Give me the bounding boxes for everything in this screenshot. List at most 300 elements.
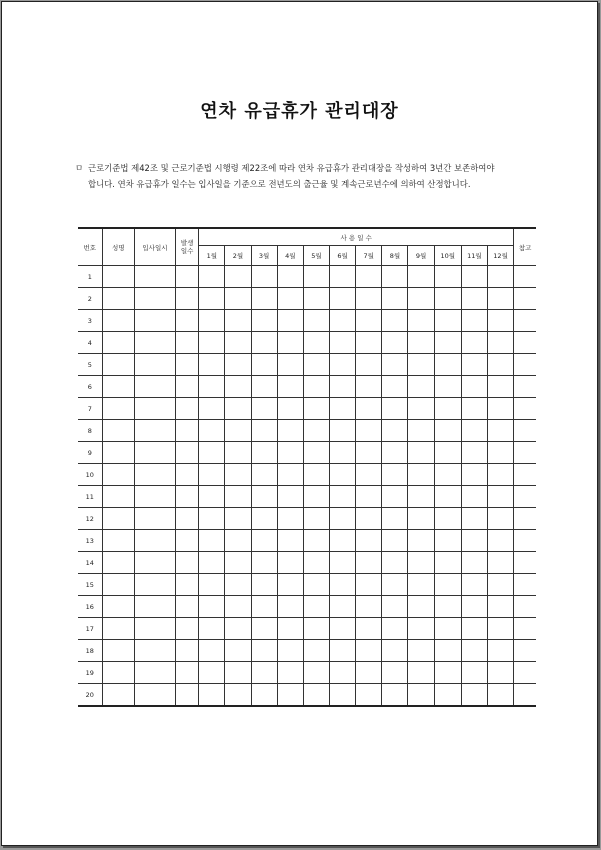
- leave-days-cell[interactable]: [176, 530, 199, 552]
- hire-date-cell[interactable]: [134, 266, 175, 288]
- month-usage-cell[interactable]: [461, 288, 487, 310]
- month-usage-cell[interactable]: [330, 420, 356, 442]
- remarks-cell[interactable]: [514, 464, 536, 486]
- hire-date-cell[interactable]: [134, 464, 175, 486]
- month-usage-cell[interactable]: [356, 398, 382, 420]
- month-usage-cell[interactable]: [382, 464, 408, 486]
- name-cell[interactable]: [102, 288, 134, 310]
- name-cell[interactable]: [102, 508, 134, 530]
- month-usage-cell[interactable]: [382, 574, 408, 596]
- month-usage-cell[interactable]: [434, 552, 461, 574]
- month-usage-cell[interactable]: [330, 662, 356, 684]
- leave-days-cell[interactable]: [176, 618, 199, 640]
- month-usage-cell[interactable]: [199, 486, 225, 508]
- month-usage-cell[interactable]: [225, 398, 251, 420]
- name-cell[interactable]: [102, 486, 134, 508]
- name-cell[interactable]: [102, 464, 134, 486]
- month-usage-cell[interactable]: [199, 662, 225, 684]
- remarks-cell[interactable]: [514, 552, 536, 574]
- hire-date-cell[interactable]: [134, 332, 175, 354]
- remarks-cell[interactable]: [514, 442, 536, 464]
- month-usage-cell[interactable]: [408, 618, 434, 640]
- month-usage-cell[interactable]: [303, 640, 329, 662]
- month-usage-cell[interactable]: [461, 398, 487, 420]
- remarks-cell[interactable]: [514, 420, 536, 442]
- month-usage-cell[interactable]: [382, 508, 408, 530]
- month-usage-cell[interactable]: [330, 640, 356, 662]
- month-usage-cell[interactable]: [487, 354, 513, 376]
- month-usage-cell[interactable]: [225, 684, 251, 707]
- leave-days-cell[interactable]: [176, 596, 199, 618]
- month-usage-cell[interactable]: [251, 552, 277, 574]
- month-usage-cell[interactable]: [382, 442, 408, 464]
- month-usage-cell[interactable]: [487, 530, 513, 552]
- month-usage-cell[interactable]: [199, 310, 225, 332]
- month-usage-cell[interactable]: [461, 332, 487, 354]
- month-usage-cell[interactable]: [277, 332, 303, 354]
- name-cell[interactable]: [102, 574, 134, 596]
- month-usage-cell[interactable]: [356, 310, 382, 332]
- month-usage-cell[interactable]: [356, 442, 382, 464]
- month-usage-cell[interactable]: [225, 552, 251, 574]
- month-usage-cell[interactable]: [277, 486, 303, 508]
- month-usage-cell[interactable]: [277, 398, 303, 420]
- month-usage-cell[interactable]: [382, 398, 408, 420]
- month-usage-cell[interactable]: [251, 398, 277, 420]
- month-usage-cell[interactable]: [251, 310, 277, 332]
- leave-days-cell[interactable]: [176, 662, 199, 684]
- month-usage-cell[interactable]: [225, 662, 251, 684]
- month-usage-cell[interactable]: [434, 574, 461, 596]
- month-usage-cell[interactable]: [356, 662, 382, 684]
- month-usage-cell[interactable]: [225, 442, 251, 464]
- month-usage-cell[interactable]: [356, 596, 382, 618]
- month-usage-cell[interactable]: [434, 596, 461, 618]
- month-usage-cell[interactable]: [461, 464, 487, 486]
- month-usage-cell[interactable]: [303, 376, 329, 398]
- month-usage-cell[interactable]: [277, 310, 303, 332]
- month-usage-cell[interactable]: [330, 266, 356, 288]
- month-usage-cell[interactable]: [225, 354, 251, 376]
- month-usage-cell[interactable]: [408, 332, 434, 354]
- remarks-cell[interactable]: [514, 310, 536, 332]
- month-usage-cell[interactable]: [408, 508, 434, 530]
- month-usage-cell[interactable]: [382, 288, 408, 310]
- month-usage-cell[interactable]: [199, 266, 225, 288]
- month-usage-cell[interactable]: [434, 486, 461, 508]
- remarks-cell[interactable]: [514, 398, 536, 420]
- month-usage-cell[interactable]: [408, 420, 434, 442]
- remarks-cell[interactable]: [514, 662, 536, 684]
- month-usage-cell[interactable]: [461, 376, 487, 398]
- month-usage-cell[interactable]: [303, 398, 329, 420]
- month-usage-cell[interactable]: [251, 618, 277, 640]
- remarks-cell[interactable]: [514, 486, 536, 508]
- month-usage-cell[interactable]: [251, 640, 277, 662]
- hire-date-cell[interactable]: [134, 596, 175, 618]
- name-cell[interactable]: [102, 596, 134, 618]
- hire-date-cell[interactable]: [134, 530, 175, 552]
- remarks-cell[interactable]: [514, 332, 536, 354]
- remarks-cell[interactable]: [514, 684, 536, 707]
- month-usage-cell[interactable]: [461, 266, 487, 288]
- name-cell[interactable]: [102, 332, 134, 354]
- month-usage-cell[interactable]: [277, 376, 303, 398]
- month-usage-cell[interactable]: [251, 332, 277, 354]
- month-usage-cell[interactable]: [199, 420, 225, 442]
- month-usage-cell[interactable]: [487, 376, 513, 398]
- month-usage-cell[interactable]: [408, 376, 434, 398]
- leave-days-cell[interactable]: [176, 376, 199, 398]
- month-usage-cell[interactable]: [408, 574, 434, 596]
- month-usage-cell[interactable]: [303, 354, 329, 376]
- month-usage-cell[interactable]: [303, 618, 329, 640]
- hire-date-cell[interactable]: [134, 640, 175, 662]
- month-usage-cell[interactable]: [487, 552, 513, 574]
- month-usage-cell[interactable]: [199, 574, 225, 596]
- hire-date-cell[interactable]: [134, 552, 175, 574]
- month-usage-cell[interactable]: [408, 640, 434, 662]
- month-usage-cell[interactable]: [434, 464, 461, 486]
- month-usage-cell[interactable]: [251, 288, 277, 310]
- month-usage-cell[interactable]: [330, 684, 356, 707]
- month-usage-cell[interactable]: [487, 288, 513, 310]
- month-usage-cell[interactable]: [434, 442, 461, 464]
- month-usage-cell[interactable]: [330, 376, 356, 398]
- hire-date-cell[interactable]: [134, 684, 175, 707]
- leave-days-cell[interactable]: [176, 684, 199, 707]
- month-usage-cell[interactable]: [434, 640, 461, 662]
- month-usage-cell[interactable]: [199, 618, 225, 640]
- remarks-cell[interactable]: [514, 288, 536, 310]
- hire-date-cell[interactable]: [134, 376, 175, 398]
- leave-days-cell[interactable]: [176, 574, 199, 596]
- month-usage-cell[interactable]: [461, 552, 487, 574]
- remarks-cell[interactable]: [514, 266, 536, 288]
- month-usage-cell[interactable]: [356, 552, 382, 574]
- month-usage-cell[interactable]: [382, 310, 408, 332]
- month-usage-cell[interactable]: [461, 596, 487, 618]
- month-usage-cell[interactable]: [434, 618, 461, 640]
- month-usage-cell[interactable]: [434, 376, 461, 398]
- month-usage-cell[interactable]: [199, 398, 225, 420]
- month-usage-cell[interactable]: [382, 640, 408, 662]
- month-usage-cell[interactable]: [330, 398, 356, 420]
- month-usage-cell[interactable]: [408, 398, 434, 420]
- month-usage-cell[interactable]: [356, 486, 382, 508]
- month-usage-cell[interactable]: [487, 640, 513, 662]
- month-usage-cell[interactable]: [434, 420, 461, 442]
- hire-date-cell[interactable]: [134, 662, 175, 684]
- month-usage-cell[interactable]: [277, 442, 303, 464]
- month-usage-cell[interactable]: [277, 354, 303, 376]
- month-usage-cell[interactable]: [303, 266, 329, 288]
- month-usage-cell[interactable]: [277, 464, 303, 486]
- leave-days-cell[interactable]: [176, 464, 199, 486]
- hire-date-cell[interactable]: [134, 486, 175, 508]
- month-usage-cell[interactable]: [303, 464, 329, 486]
- month-usage-cell[interactable]: [277, 662, 303, 684]
- month-usage-cell[interactable]: [277, 640, 303, 662]
- month-usage-cell[interactable]: [408, 530, 434, 552]
- name-cell[interactable]: [102, 310, 134, 332]
- month-usage-cell[interactable]: [303, 530, 329, 552]
- name-cell[interactable]: [102, 376, 134, 398]
- month-usage-cell[interactable]: [382, 420, 408, 442]
- name-cell[interactable]: [102, 530, 134, 552]
- name-cell[interactable]: [102, 266, 134, 288]
- month-usage-cell[interactable]: [277, 530, 303, 552]
- hire-date-cell[interactable]: [134, 618, 175, 640]
- month-usage-cell[interactable]: [461, 662, 487, 684]
- month-usage-cell[interactable]: [487, 662, 513, 684]
- leave-days-cell[interactable]: [176, 310, 199, 332]
- leave-days-cell[interactable]: [176, 420, 199, 442]
- month-usage-cell[interactable]: [356, 684, 382, 707]
- remarks-cell[interactable]: [514, 640, 536, 662]
- month-usage-cell[interactable]: [487, 420, 513, 442]
- month-usage-cell[interactable]: [277, 552, 303, 574]
- month-usage-cell[interactable]: [382, 618, 408, 640]
- month-usage-cell[interactable]: [251, 684, 277, 707]
- month-usage-cell[interactable]: [277, 288, 303, 310]
- remarks-cell[interactable]: [514, 596, 536, 618]
- month-usage-cell[interactable]: [277, 684, 303, 707]
- month-usage-cell[interactable]: [277, 618, 303, 640]
- month-usage-cell[interactable]: [382, 596, 408, 618]
- month-usage-cell[interactable]: [330, 464, 356, 486]
- name-cell[interactable]: [102, 684, 134, 707]
- month-usage-cell[interactable]: [330, 530, 356, 552]
- month-usage-cell[interactable]: [330, 596, 356, 618]
- month-usage-cell[interactable]: [225, 574, 251, 596]
- name-cell[interactable]: [102, 640, 134, 662]
- month-usage-cell[interactable]: [330, 310, 356, 332]
- month-usage-cell[interactable]: [199, 530, 225, 552]
- month-usage-cell[interactable]: [461, 354, 487, 376]
- month-usage-cell[interactable]: [251, 596, 277, 618]
- month-usage-cell[interactable]: [487, 266, 513, 288]
- month-usage-cell[interactable]: [303, 662, 329, 684]
- month-usage-cell[interactable]: [251, 442, 277, 464]
- month-usage-cell[interactable]: [434, 288, 461, 310]
- month-usage-cell[interactable]: [356, 376, 382, 398]
- month-usage-cell[interactable]: [330, 332, 356, 354]
- remarks-cell[interactable]: [514, 376, 536, 398]
- month-usage-cell[interactable]: [408, 464, 434, 486]
- month-usage-cell[interactable]: [408, 442, 434, 464]
- hire-date-cell[interactable]: [134, 574, 175, 596]
- month-usage-cell[interactable]: [487, 618, 513, 640]
- month-usage-cell[interactable]: [225, 420, 251, 442]
- month-usage-cell[interactable]: [434, 530, 461, 552]
- month-usage-cell[interactable]: [487, 442, 513, 464]
- month-usage-cell[interactable]: [251, 354, 277, 376]
- name-cell[interactable]: [102, 398, 134, 420]
- month-usage-cell[interactable]: [303, 486, 329, 508]
- month-usage-cell[interactable]: [303, 552, 329, 574]
- month-usage-cell[interactable]: [225, 266, 251, 288]
- month-usage-cell[interactable]: [356, 464, 382, 486]
- month-usage-cell[interactable]: [277, 266, 303, 288]
- month-usage-cell[interactable]: [487, 596, 513, 618]
- month-usage-cell[interactable]: [225, 376, 251, 398]
- month-usage-cell[interactable]: [382, 530, 408, 552]
- name-cell[interactable]: [102, 552, 134, 574]
- month-usage-cell[interactable]: [434, 310, 461, 332]
- month-usage-cell[interactable]: [303, 574, 329, 596]
- name-cell[interactable]: [102, 420, 134, 442]
- month-usage-cell[interactable]: [408, 552, 434, 574]
- month-usage-cell[interactable]: [356, 640, 382, 662]
- hire-date-cell[interactable]: [134, 398, 175, 420]
- month-usage-cell[interactable]: [199, 464, 225, 486]
- month-usage-cell[interactable]: [303, 420, 329, 442]
- month-usage-cell[interactable]: [408, 288, 434, 310]
- hire-date-cell[interactable]: [134, 508, 175, 530]
- month-usage-cell[interactable]: [199, 552, 225, 574]
- remarks-cell[interactable]: [514, 508, 536, 530]
- month-usage-cell[interactable]: [251, 486, 277, 508]
- month-usage-cell[interactable]: [199, 376, 225, 398]
- month-usage-cell[interactable]: [434, 398, 461, 420]
- month-usage-cell[interactable]: [382, 552, 408, 574]
- month-usage-cell[interactable]: [461, 442, 487, 464]
- month-usage-cell[interactable]: [199, 288, 225, 310]
- month-usage-cell[interactable]: [225, 332, 251, 354]
- month-usage-cell[interactable]: [356, 508, 382, 530]
- month-usage-cell[interactable]: [487, 398, 513, 420]
- month-usage-cell[interactable]: [330, 442, 356, 464]
- month-usage-cell[interactable]: [225, 464, 251, 486]
- month-usage-cell[interactable]: [382, 376, 408, 398]
- month-usage-cell[interactable]: [434, 662, 461, 684]
- month-usage-cell[interactable]: [251, 266, 277, 288]
- month-usage-cell[interactable]: [225, 508, 251, 530]
- month-usage-cell[interactable]: [434, 266, 461, 288]
- leave-days-cell[interactable]: [176, 332, 199, 354]
- month-usage-cell[interactable]: [225, 486, 251, 508]
- month-usage-cell[interactable]: [461, 420, 487, 442]
- month-usage-cell[interactable]: [303, 508, 329, 530]
- month-usage-cell[interactable]: [356, 530, 382, 552]
- month-usage-cell[interactable]: [408, 354, 434, 376]
- month-usage-cell[interactable]: [408, 310, 434, 332]
- month-usage-cell[interactable]: [199, 442, 225, 464]
- month-usage-cell[interactable]: [303, 596, 329, 618]
- month-usage-cell[interactable]: [356, 618, 382, 640]
- month-usage-cell[interactable]: [382, 354, 408, 376]
- month-usage-cell[interactable]: [461, 684, 487, 707]
- month-usage-cell[interactable]: [487, 464, 513, 486]
- month-usage-cell[interactable]: [461, 574, 487, 596]
- month-usage-cell[interactable]: [382, 332, 408, 354]
- month-usage-cell[interactable]: [487, 486, 513, 508]
- month-usage-cell[interactable]: [199, 332, 225, 354]
- month-usage-cell[interactable]: [382, 266, 408, 288]
- month-usage-cell[interactable]: [408, 596, 434, 618]
- month-usage-cell[interactable]: [356, 266, 382, 288]
- month-usage-cell[interactable]: [199, 684, 225, 707]
- month-usage-cell[interactable]: [303, 684, 329, 707]
- month-usage-cell[interactable]: [277, 508, 303, 530]
- month-usage-cell[interactable]: [330, 288, 356, 310]
- month-usage-cell[interactable]: [277, 574, 303, 596]
- month-usage-cell[interactable]: [330, 618, 356, 640]
- remarks-cell[interactable]: [514, 354, 536, 376]
- month-usage-cell[interactable]: [225, 288, 251, 310]
- name-cell[interactable]: [102, 354, 134, 376]
- month-usage-cell[interactable]: [199, 640, 225, 662]
- month-usage-cell[interactable]: [461, 530, 487, 552]
- month-usage-cell[interactable]: [225, 530, 251, 552]
- month-usage-cell[interactable]: [408, 662, 434, 684]
- month-usage-cell[interactable]: [461, 640, 487, 662]
- month-usage-cell[interactable]: [330, 486, 356, 508]
- month-usage-cell[interactable]: [251, 574, 277, 596]
- month-usage-cell[interactable]: [487, 508, 513, 530]
- month-usage-cell[interactable]: [356, 420, 382, 442]
- month-usage-cell[interactable]: [408, 266, 434, 288]
- name-cell[interactable]: [102, 662, 134, 684]
- month-usage-cell[interactable]: [199, 354, 225, 376]
- month-usage-cell[interactable]: [251, 530, 277, 552]
- remarks-cell[interactable]: [514, 618, 536, 640]
- leave-days-cell[interactable]: [176, 288, 199, 310]
- month-usage-cell[interactable]: [251, 376, 277, 398]
- month-usage-cell[interactable]: [225, 596, 251, 618]
- month-usage-cell[interactable]: [199, 596, 225, 618]
- month-usage-cell[interactable]: [382, 684, 408, 707]
- leave-days-cell[interactable]: [176, 508, 199, 530]
- month-usage-cell[interactable]: [330, 508, 356, 530]
- month-usage-cell[interactable]: [382, 486, 408, 508]
- hire-date-cell[interactable]: [134, 442, 175, 464]
- month-usage-cell[interactable]: [330, 354, 356, 376]
- hire-date-cell[interactable]: [134, 354, 175, 376]
- month-usage-cell[interactable]: [330, 574, 356, 596]
- month-usage-cell[interactable]: [277, 420, 303, 442]
- month-usage-cell[interactable]: [434, 332, 461, 354]
- month-usage-cell[interactable]: [225, 618, 251, 640]
- month-usage-cell[interactable]: [330, 552, 356, 574]
- month-usage-cell[interactable]: [461, 310, 487, 332]
- name-cell[interactable]: [102, 618, 134, 640]
- month-usage-cell[interactable]: [408, 684, 434, 707]
- month-usage-cell[interactable]: [434, 684, 461, 707]
- month-usage-cell[interactable]: [434, 508, 461, 530]
- month-usage-cell[interactable]: [303, 288, 329, 310]
- month-usage-cell[interactable]: [461, 508, 487, 530]
- month-usage-cell[interactable]: [251, 662, 277, 684]
- month-usage-cell[interactable]: [251, 508, 277, 530]
- month-usage-cell[interactable]: [461, 486, 487, 508]
- month-usage-cell[interactable]: [487, 332, 513, 354]
- month-usage-cell[interactable]: [408, 486, 434, 508]
- hire-date-cell[interactable]: [134, 288, 175, 310]
- remarks-cell[interactable]: [514, 574, 536, 596]
- remarks-cell[interactable]: [514, 530, 536, 552]
- month-usage-cell[interactable]: [277, 596, 303, 618]
- hire-date-cell[interactable]: [134, 420, 175, 442]
- month-usage-cell[interactable]: [303, 442, 329, 464]
- month-usage-cell[interactable]: [251, 420, 277, 442]
- month-usage-cell[interactable]: [356, 288, 382, 310]
- leave-days-cell[interactable]: [176, 552, 199, 574]
- month-usage-cell[interactable]: [251, 464, 277, 486]
- leave-days-cell[interactable]: [176, 354, 199, 376]
- leave-days-cell[interactable]: [176, 266, 199, 288]
